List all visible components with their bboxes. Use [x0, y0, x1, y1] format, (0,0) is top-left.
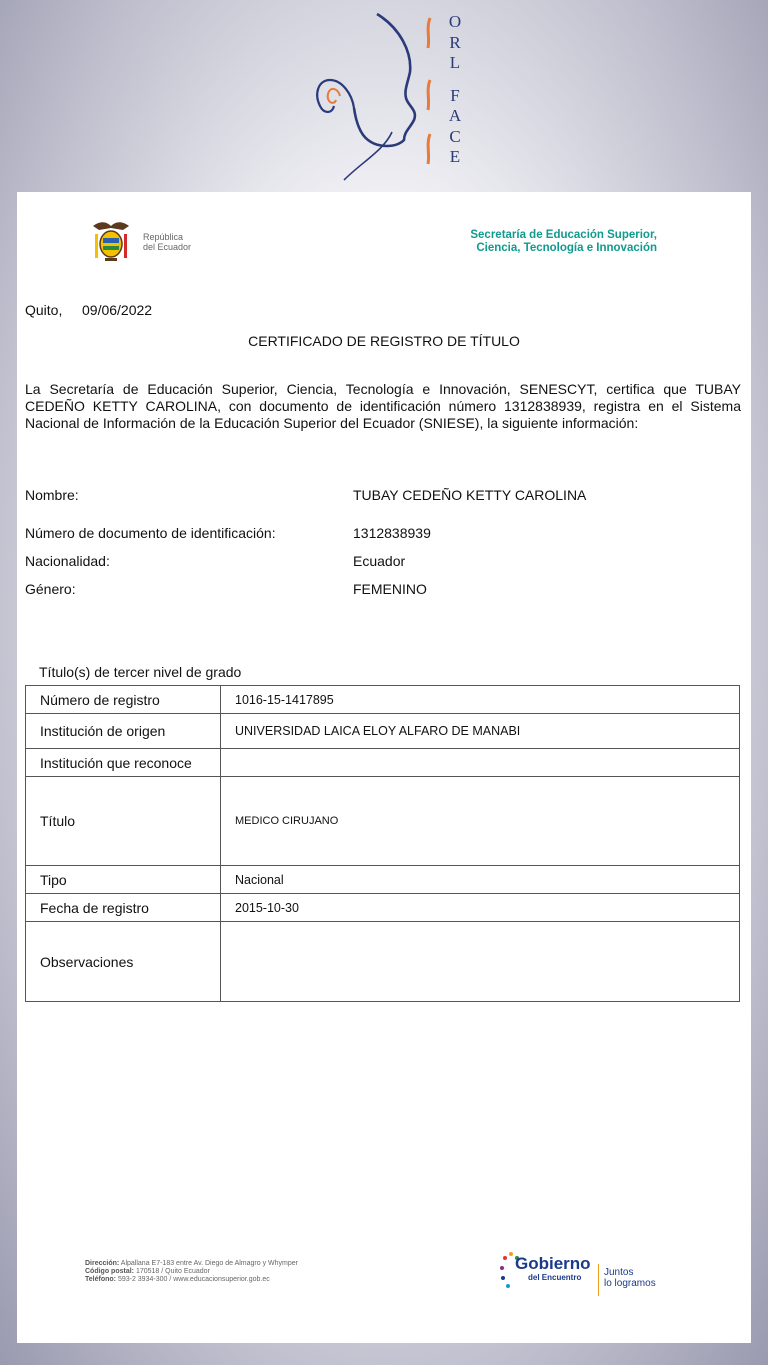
row-value: MEDICO CIRUJANO — [221, 777, 740, 866]
secretariat-line: Ciencia, Tecnología e Innovación — [476, 241, 657, 254]
gender-label: Género: — [25, 581, 76, 597]
row-label: Observaciones — [26, 922, 221, 1002]
logo-letter: F — [450, 85, 460, 105]
address-value: Alpallana E7-183 entre Av. Diego de Almagro y Whymper — [120, 1260, 298, 1267]
phone-label: Teléfono: — [85, 1276, 116, 1283]
certificate-title: CERTIFICADO DE REGISTRO DE TÍTULO — [248, 333, 520, 349]
row-label: Institución de origen — [26, 714, 221, 749]
slogan-line: lo logramos — [604, 1278, 656, 1289]
row-label: Tipo — [26, 866, 221, 894]
phone-line — [85, 1276, 298, 1284]
gobierno-wordmark: Gobierno — [515, 1254, 591, 1273]
row-label: Título — [26, 777, 221, 866]
logo-letter: L — [449, 53, 461, 72]
secretariat-line: Secretaría de Educación Superior, — [470, 229, 657, 241]
logo-letter: R — [449, 32, 461, 52]
issue-date: 09/06/2022 — [82, 302, 153, 318]
republic-line: del Ecuador — [143, 242, 192, 252]
coat-of-arms-icon — [89, 216, 133, 264]
secretariat-name — [407, 229, 657, 254]
table-row — [26, 686, 740, 714]
table-row — [26, 866, 740, 894]
row-value: 1016-15-1417895 — [221, 686, 740, 714]
intro-paragraph: La Secretaría de Educación Superior, Ciencia, Tecnología e Innovación, SENESCYT, certifica que TUBAY CEDEÑO KETTY CAROLINA, con documento de identificación número 1312838939, registra en el Sistema Nacional de Información de la Educación Superior del Ecuador (SNIESE), la siguiente información: — [25, 381, 741, 431]
phone-value: 593-2 3934-300 / www.educacionsuperior.gob.ec — [117, 1276, 270, 1283]
row-value: Nacional — [221, 866, 740, 894]
logo-letter: C — [449, 126, 461, 146]
row-value: UNIVERSIDAD LAICA ELOY ALFARO DE MANABI — [221, 714, 740, 749]
gender-value: FEMENINO — [353, 581, 427, 597]
address-label: Dirección: — [85, 1260, 120, 1267]
row-value: 2015-10-30 — [221, 894, 740, 922]
id-value: 1312838939 — [353, 525, 431, 541]
postal-label: Código postal: — [85, 1268, 134, 1275]
row-value — [221, 922, 740, 1002]
republic-line: República — [143, 232, 184, 242]
logo-letter: E — [449, 147, 461, 166]
nationality-value: Ecuador — [353, 553, 406, 569]
logo-letter: O — [448, 12, 462, 31]
table-row — [26, 894, 740, 922]
row-value — [221, 749, 740, 777]
place-label: Quito, — [25, 302, 63, 318]
degree-table — [25, 685, 740, 1002]
footer-contact — [85, 1260, 298, 1284]
postal-line — [85, 1268, 298, 1276]
gobierno-subtitle: del Encuentro — [528, 1273, 582, 1282]
nationality-label: Nacionalidad: — [25, 553, 110, 569]
republic-wordmark — [143, 232, 191, 252]
row-label: Fecha de registro — [26, 894, 221, 922]
table-row — [26, 777, 740, 866]
table-row — [26, 714, 740, 749]
orl-face-letters — [440, 12, 470, 168]
name-value: TUBAY CEDEÑO KETTY CAROLINA — [353, 487, 587, 503]
certificate-page — [17, 192, 751, 1343]
logo-letter: A — [448, 106, 462, 125]
slogan-line: Juntos — [604, 1267, 634, 1278]
table-row — [26, 749, 740, 777]
slogan-divider — [598, 1264, 599, 1296]
table-row — [26, 922, 740, 1002]
postal-value: 170518 / Quito Ecuador — [135, 1268, 210, 1275]
degree-table-caption: Título(s) de tercer nivel de grado — [39, 664, 242, 680]
row-label: Número de registro — [26, 686, 221, 714]
address-line — [85, 1260, 298, 1268]
id-label: Número de documento de identificación: — [25, 525, 276, 541]
slogan — [604, 1267, 656, 1289]
name-label: Nombre: — [25, 487, 79, 503]
row-label: Institución que reconoce — [26, 749, 221, 777]
